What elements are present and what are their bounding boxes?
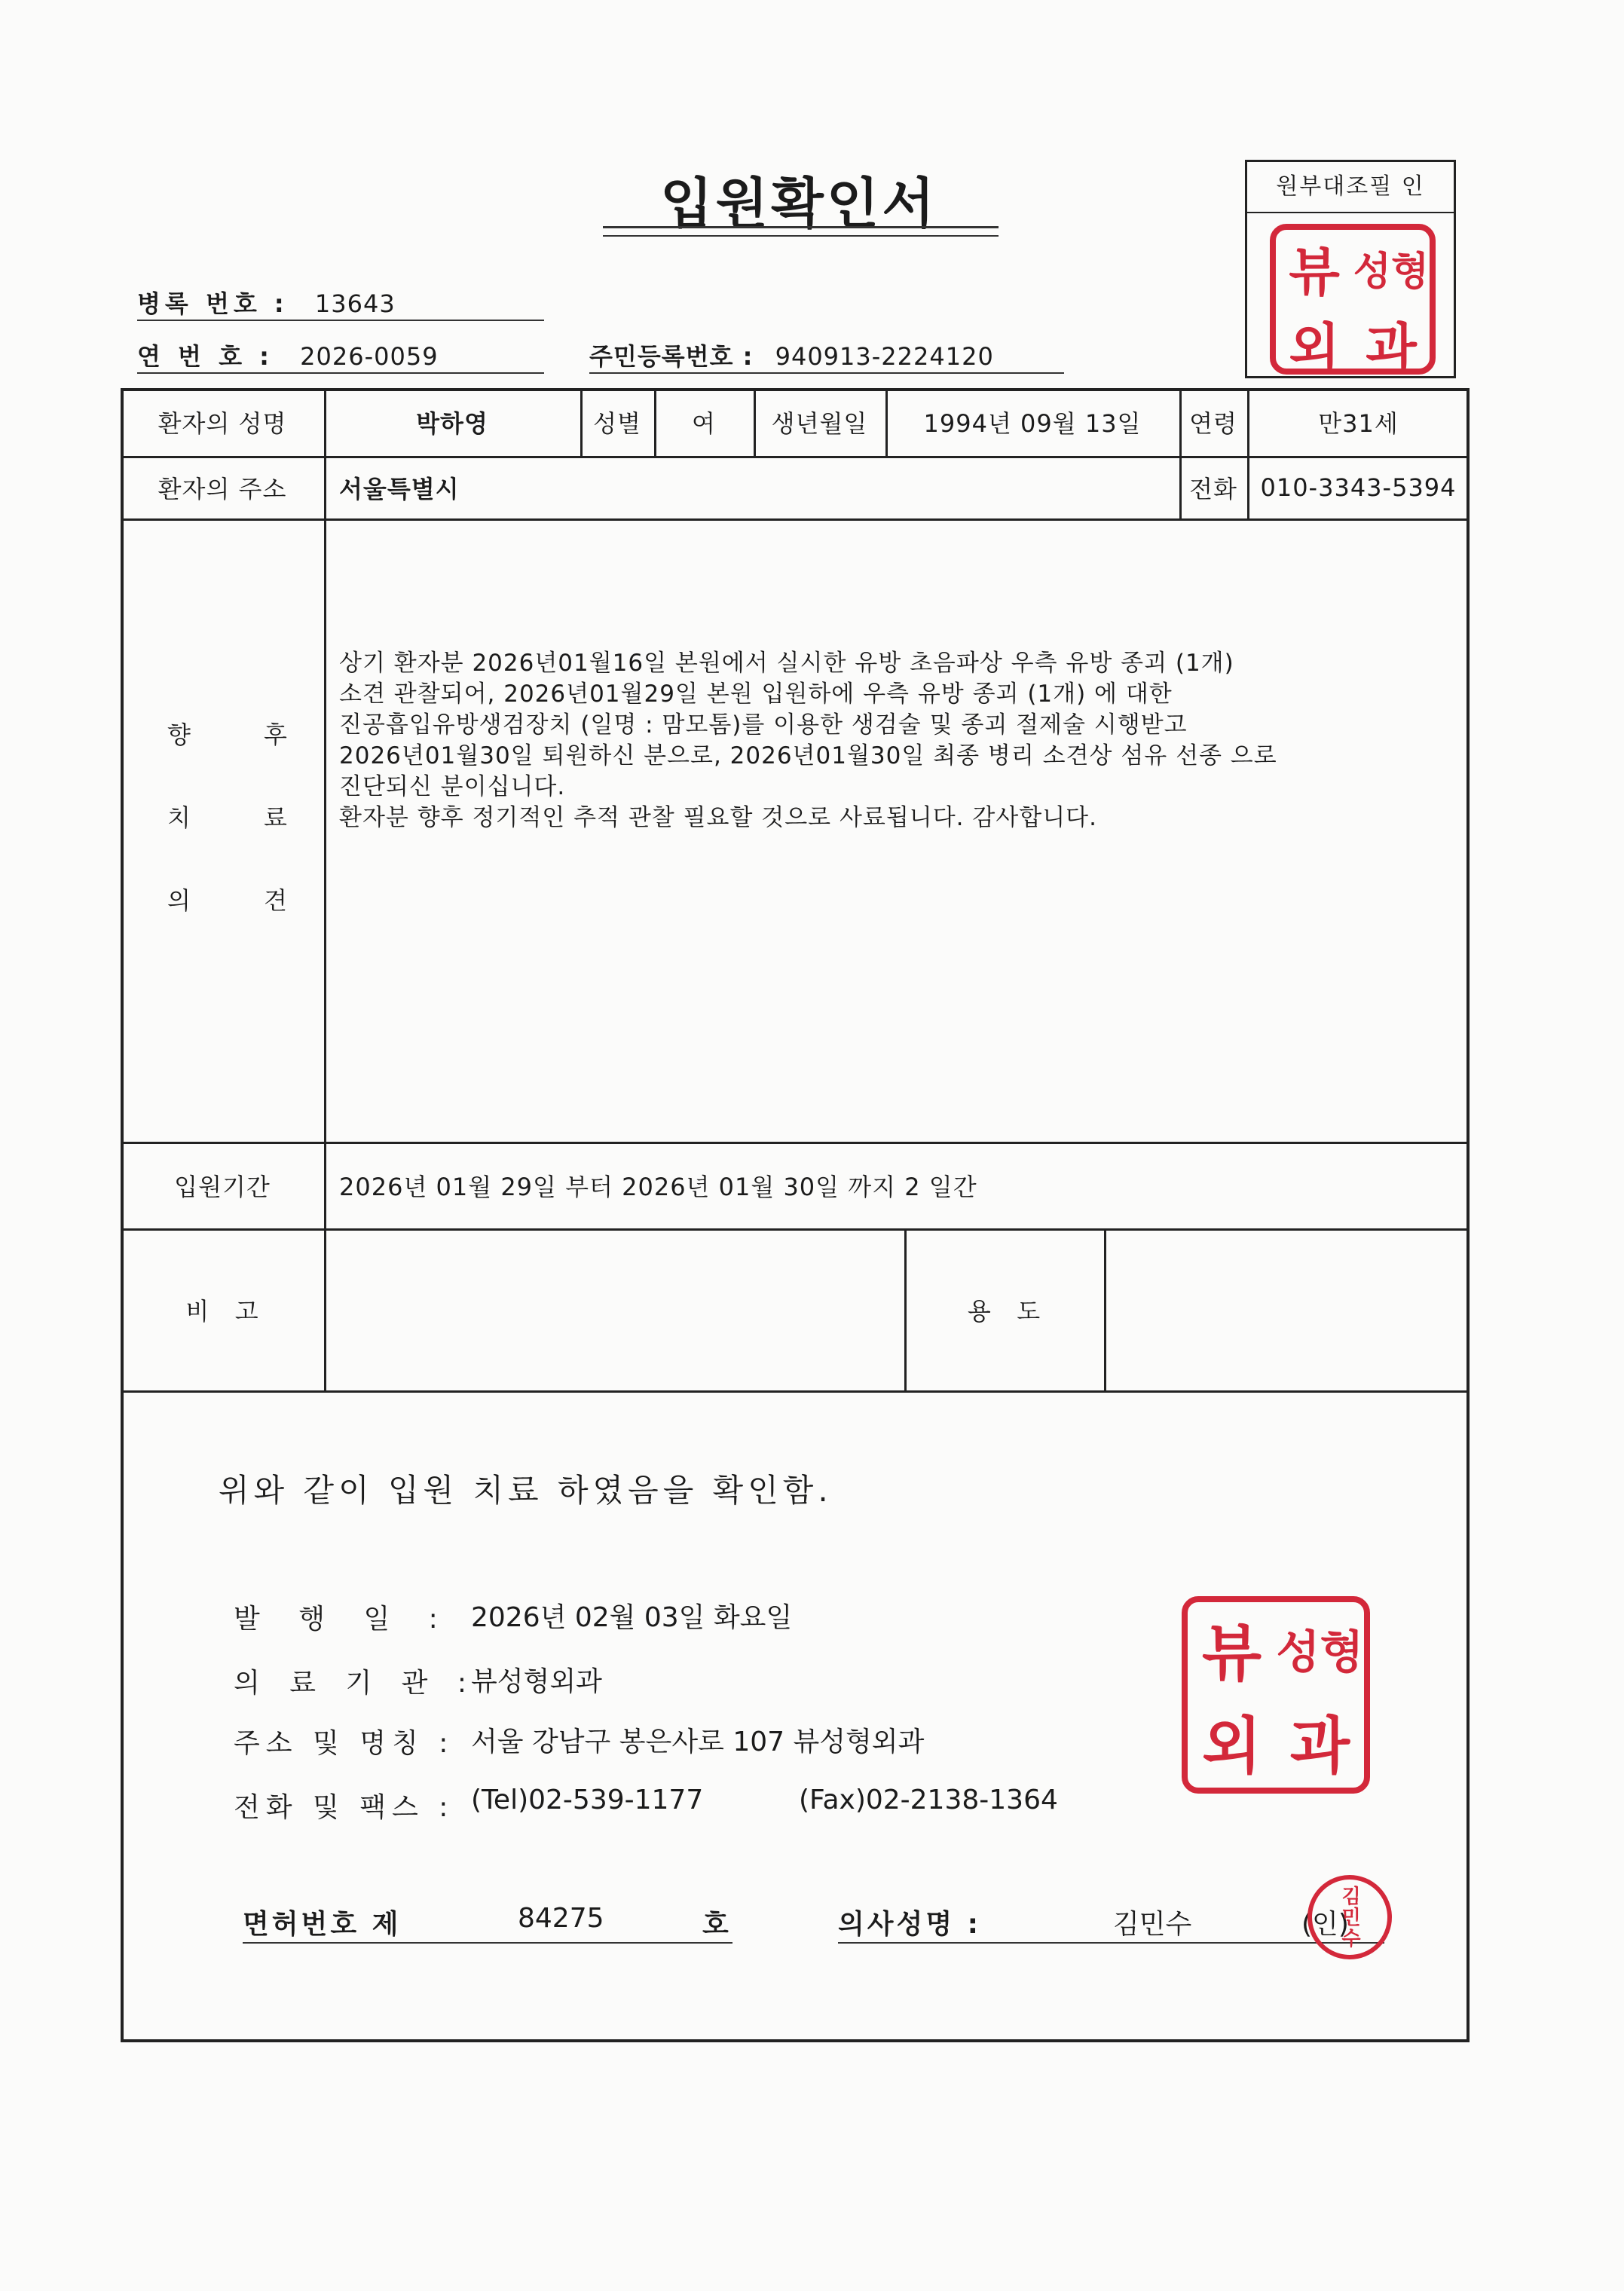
clinic-address-value: 서울 강남구 봉은사로 107 뷰성형외과 bbox=[471, 1727, 925, 1757]
institution-label: 의 료 기 관 : bbox=[234, 1668, 478, 1699]
opinion-line: 환자분 향후 정기적인 추적 관찰 필요할 것으로 사료됩니다. 감사합니다. bbox=[339, 804, 1097, 831]
record-number-field bbox=[137, 285, 544, 321]
age-value: 만31세 bbox=[1318, 409, 1399, 438]
issue-date-label: 발 행 일 : bbox=[234, 1604, 453, 1635]
serial-number-label: 연 번 호 : bbox=[137, 342, 274, 371]
opinion-line: 진공흡입유방생검장치 (일명 : 맘모톰)를 이용한 생검술 및 종괴 절제술 시행받고 bbox=[339, 711, 1188, 739]
purpose-label: 용 도 bbox=[967, 1296, 1041, 1326]
title-underline bbox=[603, 226, 999, 228]
opinion-line: 2026년01월30일 퇴원하신 분으로, 2026년01월30일 최종 병리 소견상 섬유 선종 으로 bbox=[339, 742, 1277, 769]
sex-label: 성별 bbox=[593, 409, 641, 438]
treatment-opinion-text bbox=[339, 648, 1439, 834]
serial-number-value: 2026-0059 bbox=[300, 342, 439, 371]
treatment-opinion-label: 향 후 치 료 의 견 bbox=[167, 720, 287, 915]
resident-number-field bbox=[589, 338, 1064, 374]
opinion-line: 상기 환자분 2026년01월16일 본원에서 실시한 유방 초음파상 우측 유방 종괴 (1개) bbox=[339, 650, 1234, 677]
age-label: 연령 bbox=[1189, 409, 1237, 438]
doctor-name-field bbox=[838, 1903, 1384, 1944]
patient-name-label: 환자의 성명 bbox=[158, 409, 287, 438]
address-label: 환자의 주소 bbox=[158, 474, 287, 503]
fax-value: (Fax)02-2138-1364 bbox=[799, 1785, 1058, 1815]
opinion-line: 소견 관찰되어, 2026년01월29일 본원 입원하에 우측 유방 종괴 (1개) 에 대한 bbox=[339, 681, 1173, 708]
phone-label: 전화 bbox=[1189, 474, 1237, 503]
patient-name-value: 박하영 bbox=[416, 409, 488, 438]
phone-value: 010-3343-5394 bbox=[1260, 473, 1457, 502]
clinic-seal-stamp: 뷰 성형 외 과 bbox=[1270, 224, 1436, 375]
license-number-value: 84275 bbox=[518, 1903, 604, 1934]
record-number-value: 13643 bbox=[314, 289, 396, 318]
document-title: 입원확인서 bbox=[660, 172, 937, 235]
license-suffix: 호 bbox=[702, 1909, 729, 1940]
doctor-label: 의사성명 : bbox=[838, 1909, 982, 1940]
seal-mark: (인) bbox=[1301, 1909, 1349, 1940]
original-verification-box bbox=[1245, 160, 1456, 378]
dob-value: 1994년 09월 13일 bbox=[923, 409, 1142, 438]
title-underline-2 bbox=[603, 235, 999, 237]
license-number-field bbox=[243, 1903, 732, 1944]
institution-value: 뷰성형외과 bbox=[471, 1666, 602, 1697]
address-value: 서울특별시 bbox=[339, 474, 460, 503]
tel-value: (Tel)02-539-1177 bbox=[471, 1785, 704, 1815]
issue-date-value: 2026년 02월 03일 화요일 bbox=[471, 1602, 793, 1633]
admission-period-value: 2026년 01월 29일 부터 2026년 01월 30일 까지 2 일간 bbox=[339, 1172, 977, 1201]
original-verification-label: 원부대조필 인 bbox=[1247, 162, 1454, 213]
license-label: 면허번호 제 bbox=[243, 1909, 402, 1940]
doctor-personal-seal: 김민수 bbox=[1307, 1875, 1392, 1959]
confirmation-statement: 위와 같이 입원 치료 하였음을 확인함. bbox=[219, 1472, 833, 1509]
address-name-label: 주소 및 명칭 : bbox=[234, 1728, 454, 1759]
dob-label: 생년월일 bbox=[771, 409, 868, 438]
resident-number-label: 주민등록번호 : bbox=[589, 342, 754, 371]
contact-label: 전화 및 팩스 : bbox=[234, 1792, 454, 1823]
clinic-seal-stamp-bottom: 뷰 성형 외 과 bbox=[1182, 1596, 1370, 1794]
doctor-name-value: 김민수 bbox=[1113, 1909, 1192, 1940]
opinion-line: 진단되신 분이십니다. bbox=[339, 773, 566, 800]
sex-value: 여 bbox=[692, 409, 716, 438]
remarks-label: 비 고 bbox=[185, 1296, 259, 1326]
admission-period-label: 입원기간 bbox=[174, 1172, 271, 1201]
record-number-label: 병록 번호 : bbox=[137, 289, 289, 318]
serial-number-field bbox=[137, 338, 544, 374]
resident-number-value: 940913-2224120 bbox=[775, 342, 994, 371]
